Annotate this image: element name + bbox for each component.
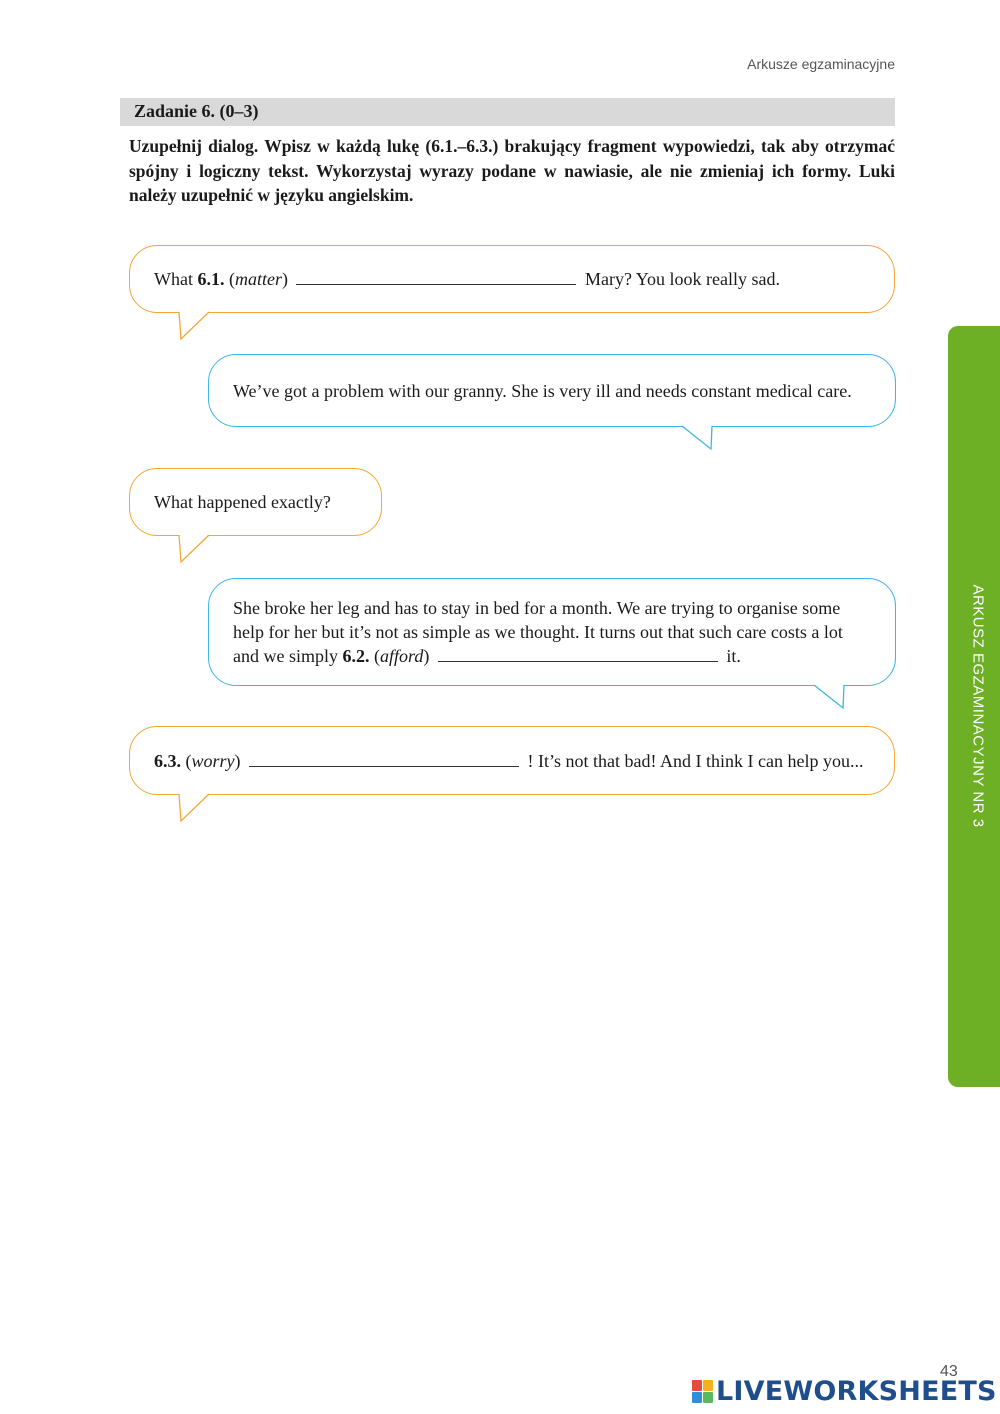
liveworksheets-logo [692, 1376, 997, 1406]
bubble-4-text-start: She broke her leg and has to stay in bed for a month. We are trying to organise some help for her but it’s not as simple as we thought. It turns out that such care costs a lot and we simply [233, 598, 843, 666]
bubble-3-text: What happened exactly? [154, 492, 331, 512]
bubble-1-text: What 6.1. (matter) Mary? You look really sad. [154, 269, 780, 289]
speech-bubble-2 [208, 354, 896, 427]
page-number: 43 [940, 1363, 958, 1380]
bubble-5-text: 6.3. (worry) ! It’s not that bad! And I think I can help you... [154, 750, 864, 771]
gap-6-1-answer[interactable] [296, 270, 576, 285]
side-tab-label: ARKUSZ EGZAMINACYJNY NR 3 [969, 584, 987, 828]
task-instructions: Uzupełnij dialog. Wpisz w każdą lukę (6.1.–6.3.) brakujący fragment wypowiedzi, tak aby otrzymać spójny i logiczny tekst. Wykorzystaj wyrazy podane w nawiasie, ale nie zmieniaj ich formy. Luki należy uzupełnić w języku angielskim. [129, 136, 895, 205]
gap-6-3-number: 6.3. [154, 750, 181, 771]
bubble-5-tail [178, 793, 214, 825]
task-title: Zadanie 6. (0–3) [134, 101, 259, 121]
gap-6-3-answer[interactable] [249, 752, 519, 767]
bubble-4-text-end: it. [726, 646, 741, 666]
running-header: Arkusze egzaminacyjne [747, 56, 895, 72]
bubble-1-text-end: Mary? You look really sad. [584, 269, 780, 289]
speech-bubble-4 [208, 578, 896, 686]
task-header-bar [120, 98, 895, 126]
gap-6-1-number: 6.1. [197, 269, 225, 289]
liveworksheets-logo-text: LIVEWORKSHEETS [716, 1375, 997, 1407]
bubble-4-text: She broke her leg and has to stay in bed for a month. We are trying to organise some help for her but it’s not as simple as we thought. It turns out that such care costs a lot and we simply 6.2. (afford) it. [233, 598, 843, 666]
gap-6-1-hint: matter [234, 269, 282, 289]
speech-bubble-3 [129, 468, 382, 536]
bubble-2-tail [680, 425, 716, 453]
gap-6-3-hint: worry [191, 750, 235, 771]
gap-6-2-answer[interactable] [438, 647, 718, 662]
speech-bubble-1 [129, 245, 895, 313]
speech-bubble-5 [129, 726, 895, 795]
bubble-3-tail [178, 534, 214, 566]
liveworksheets-logo-icon [692, 1380, 713, 1403]
gap-6-2-number: 6.2. [342, 646, 370, 666]
side-section-tab [948, 326, 1000, 1087]
bubble-2-text: We’ve got a problem with our granny. She is very ill and needs constant medical care. [233, 380, 852, 401]
gap-6-2-hint: afford [380, 646, 424, 666]
bubble-4-tail [812, 684, 848, 712]
bubble-1-text-start: What [154, 269, 193, 289]
bubble-5-text-end: ! It’s not that bad! And I think I can help you... [527, 750, 864, 771]
bubble-1-tail [178, 311, 214, 343]
